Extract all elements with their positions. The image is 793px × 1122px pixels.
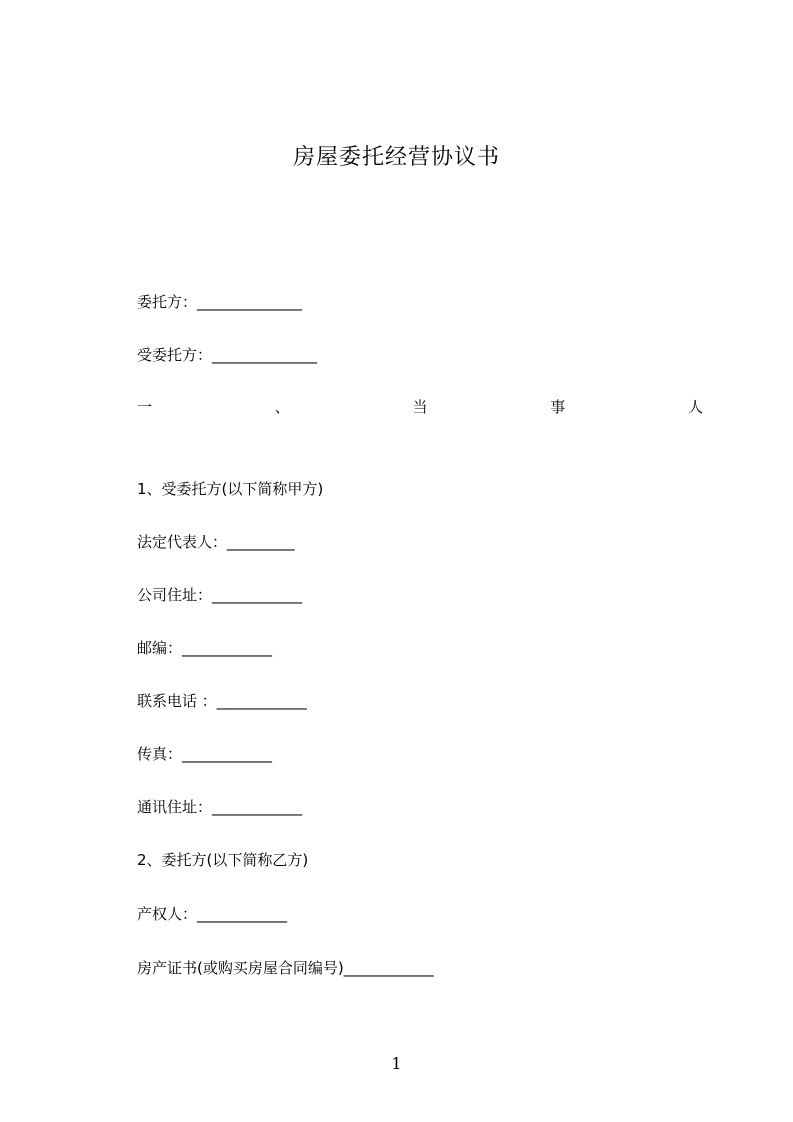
section-heading-parties	[137, 396, 703, 418]
party-b-heading: 2、委托方(以下简称乙方)	[137, 851, 309, 869]
postcode-field: 邮编：____________	[137, 639, 273, 657]
heading-char: 一	[137, 398, 153, 416]
page-number: 1	[391, 1054, 402, 1073]
party-a-heading: 1、受委托方(以下简称甲方)	[137, 480, 324, 498]
document-title: 房屋委托经营协议书	[292, 145, 500, 170]
property-certificate-field: 房产证书(或购买房屋合同编号)____________	[137, 959, 434, 977]
company-address-field: 公司住址：____________	[137, 586, 303, 604]
heading-char: 人	[687, 398, 703, 416]
legal-representative-field: 法定代表人：_________	[137, 533, 295, 551]
trustee-party-line: 受委托方：______________	[137, 346, 318, 364]
fax-field: 传真：____________	[137, 745, 273, 763]
phone-field: 联系电话 ：____________	[137, 692, 307, 710]
property-owner-field: 产权人：____________	[137, 905, 288, 923]
client-party-line: 委托方：______________	[137, 293, 303, 311]
mailing-address-field: 通讯住址：____________	[137, 798, 303, 816]
heading-char: 、	[274, 398, 290, 416]
heading-char: 当	[412, 398, 428, 416]
heading-char: 事	[550, 398, 566, 416]
